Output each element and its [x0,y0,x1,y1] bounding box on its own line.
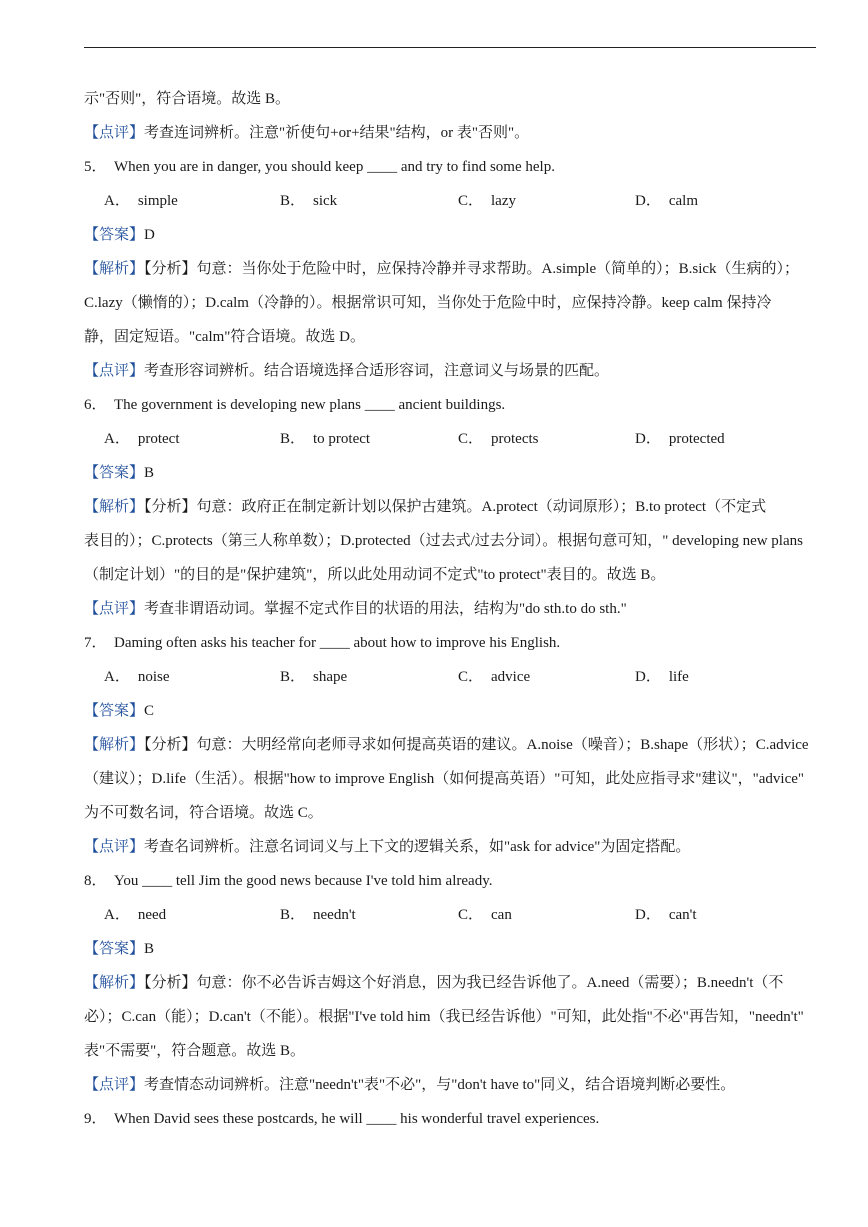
question-text: The government is developing new plans ____ ancient buildings. [114,397,506,413]
question-line [84,1102,819,1136]
option-1 [280,660,347,694]
option-3 [635,184,698,218]
review-line [84,830,819,864]
text-line [84,286,819,320]
option-letter: C． [458,669,484,685]
answer-tag: 【答案】 [84,465,145,481]
option-text: protected [668,431,725,447]
option-1 [280,184,337,218]
document-page [84,82,819,1136]
review-line [84,1068,819,1102]
option-text: can [491,907,512,923]
text-line [84,524,819,558]
paragraph-text: （建议）；D.life（生活）。根据"how to improve English（如何提高英语）"可知，此处应指寻求"建议"，"advice" [84,771,805,787]
option-letter: A． [104,431,130,447]
review-text: 考查非谓语动词。掌握不定式作目的状语的用法，结构为"do sth.to do sth." [144,601,627,617]
text-line [84,320,819,354]
answer-text: D [144,227,155,243]
question-line [84,626,819,660]
options-row [84,184,819,218]
text-line [84,1000,819,1034]
option-2 [458,184,516,218]
option-letter: B． [280,193,306,209]
analysis-subtag: 【分析】 [144,975,197,991]
text-line [84,82,819,116]
text-line [84,796,819,830]
option-text: shape [313,669,348,685]
answer-line [84,694,819,728]
review-text: 考查名词辨析。注意名词词义与上下文的逻辑关系，如"ask for advice"为固定搭配。 [144,839,691,855]
option-letter: C． [458,907,484,923]
review-tag: 【点评】 [84,125,145,141]
analysis-tag: 【解析】 [84,499,145,515]
review-text: 考查情态动词辨析。注意"needn't"表"不必"，与"don't have to"同义，结合语境判断必要性。 [144,1077,736,1093]
option-letter: B． [280,669,306,685]
paragraph-text: C.lazy（懒惰的）；D.calm（冷静的）。根据常识可知，当你处于危险中时，应保持冷静。keep calm 保持冷 [84,295,772,311]
analysis-tag: 【解析】 [84,737,145,753]
option-letter: D． [635,431,661,447]
options-row [84,898,819,932]
option-text: lazy [491,193,516,209]
question-text: Daming often asks his teacher for ____ about how to improve his English. [114,635,561,651]
option-3 [635,660,689,694]
option-text: sick [313,193,338,209]
answer-text: C [144,703,155,719]
option-text: protect [137,431,180,447]
question-line [84,150,819,184]
analysis-line [84,966,819,1000]
option-2 [458,422,539,456]
header-rule [84,47,816,48]
option-text: need [137,907,167,923]
option-0 [104,660,170,694]
question-number: 8． [84,873,107,889]
paragraph-text: 必）；C.can（能）；D.can't（不能）。根据"I've told him（我已经告诉他）"可知，此处指"不必"再告知，"needn't" [84,1009,804,1025]
question-text: You ____ tell Jim the good news because I've told him already. [114,873,493,889]
option-text: life [668,669,689,685]
option-text: noise [137,669,170,685]
text-line [84,762,819,796]
option-text: calm [668,193,698,209]
review-tag: 【点评】 [84,839,145,855]
answer-text: B [144,465,155,481]
option-0 [104,898,166,932]
option-2 [458,898,512,932]
analysis-line [84,252,819,286]
option-letter: B． [280,431,306,447]
question-line [84,864,819,898]
option-letter: C． [458,431,484,447]
question-number: 5． [84,159,107,175]
options-row [84,422,819,456]
review-tag: 【点评】 [84,601,145,617]
paragraph-text: 表目的）；C.protects（第三人称单数）；D.protected（过去式/过去分词）。根据句意可知，" developing new plans [84,533,803,549]
option-text: can't [668,907,697,923]
option-text: protects [491,431,539,447]
answer-tag: 【答案】 [84,703,145,719]
option-letter: C． [458,193,484,209]
option-text: needn't [313,907,356,923]
analysis-text: 句意：大明经常向老师寻求如何提高英语的建议。A.noise（噪音）；B.shape（形状）；C.advice [196,737,809,753]
option-text: advice [491,669,531,685]
review-line [84,116,819,150]
paragraph-text: 示"否则"，符合语境。故选 B。 [84,91,291,107]
option-letter: D． [635,193,661,209]
answer-tag: 【答案】 [84,941,145,957]
option-text: simple [137,193,178,209]
option-letter: D． [635,669,661,685]
option-3 [635,898,697,932]
paragraph-text: 静，固定短语。"calm"符合语境。故选 D。 [84,329,365,345]
option-3 [635,422,725,456]
review-line [84,592,819,626]
question-number: 9． [84,1111,107,1127]
review-text: 考查连词辨析。注意"祈使句+or+结果"结构，or 表"否则"。 [144,125,530,141]
analysis-text: 句意：当你处于危险中时，应保持冷静并寻求帮助。A.simple（简单的）；B.sick（生病的）； [196,261,800,277]
option-1 [280,422,370,456]
answer-line [84,932,819,966]
analysis-subtag: 【分析】 [144,737,197,753]
answer-text: B [144,941,155,957]
analysis-text: 句意：你不必告诉吉姆这个好消息，因为我已经告诉他了。A.need（需要）；B.needn't（不 [196,975,784,991]
option-letter: A． [104,907,130,923]
analysis-line [84,490,819,524]
option-1 [280,898,356,932]
review-tag: 【点评】 [84,1077,145,1093]
question-number: 6． [84,397,107,413]
question-text: When you are in danger, you should keep ____ and try to find some help. [114,159,555,175]
option-2 [458,660,530,694]
option-letter: D． [635,907,661,923]
option-text: to protect [313,431,371,447]
option-0 [104,184,178,218]
analysis-text: 句意：政府正在制定新计划以保护古建筑。A.protect（动词原形）；B.to protect（不定式 [196,499,767,515]
paragraph-text: 表"不需要"，符合题意。故选 B。 [84,1043,306,1059]
analysis-tag: 【解析】 [84,975,145,991]
option-0 [104,422,180,456]
answer-line [84,218,819,252]
option-letter: A． [104,193,130,209]
review-tag: 【点评】 [84,363,145,379]
analysis-tag: 【解析】 [84,261,145,277]
paragraph-text: （制定计划）"的目的是"保护建筑"，所以此处用动词不定式"to protect"表目的。故选 B。 [84,567,666,583]
answer-tag: 【答案】 [84,227,145,243]
analysis-subtag: 【分析】 [144,261,197,277]
options-row [84,660,819,694]
answer-line [84,456,819,490]
paragraph-text: 为不可数名词，符合语境。故选 C。 [84,805,323,821]
text-line [84,558,819,592]
option-letter: A． [104,669,130,685]
review-text: 考查形容词辨析。结合语境选择合适形容词，注意词义与场景的匹配。 [144,363,610,379]
question-text: When David sees these postcards, he will ____ his wonderful travel experiences. [114,1111,600,1127]
question-number: 7． [84,635,107,651]
analysis-line [84,728,819,762]
question-line [84,388,819,422]
analysis-subtag: 【分析】 [144,499,197,515]
review-line [84,354,819,388]
option-letter: B． [280,907,306,923]
text-line [84,1034,819,1068]
